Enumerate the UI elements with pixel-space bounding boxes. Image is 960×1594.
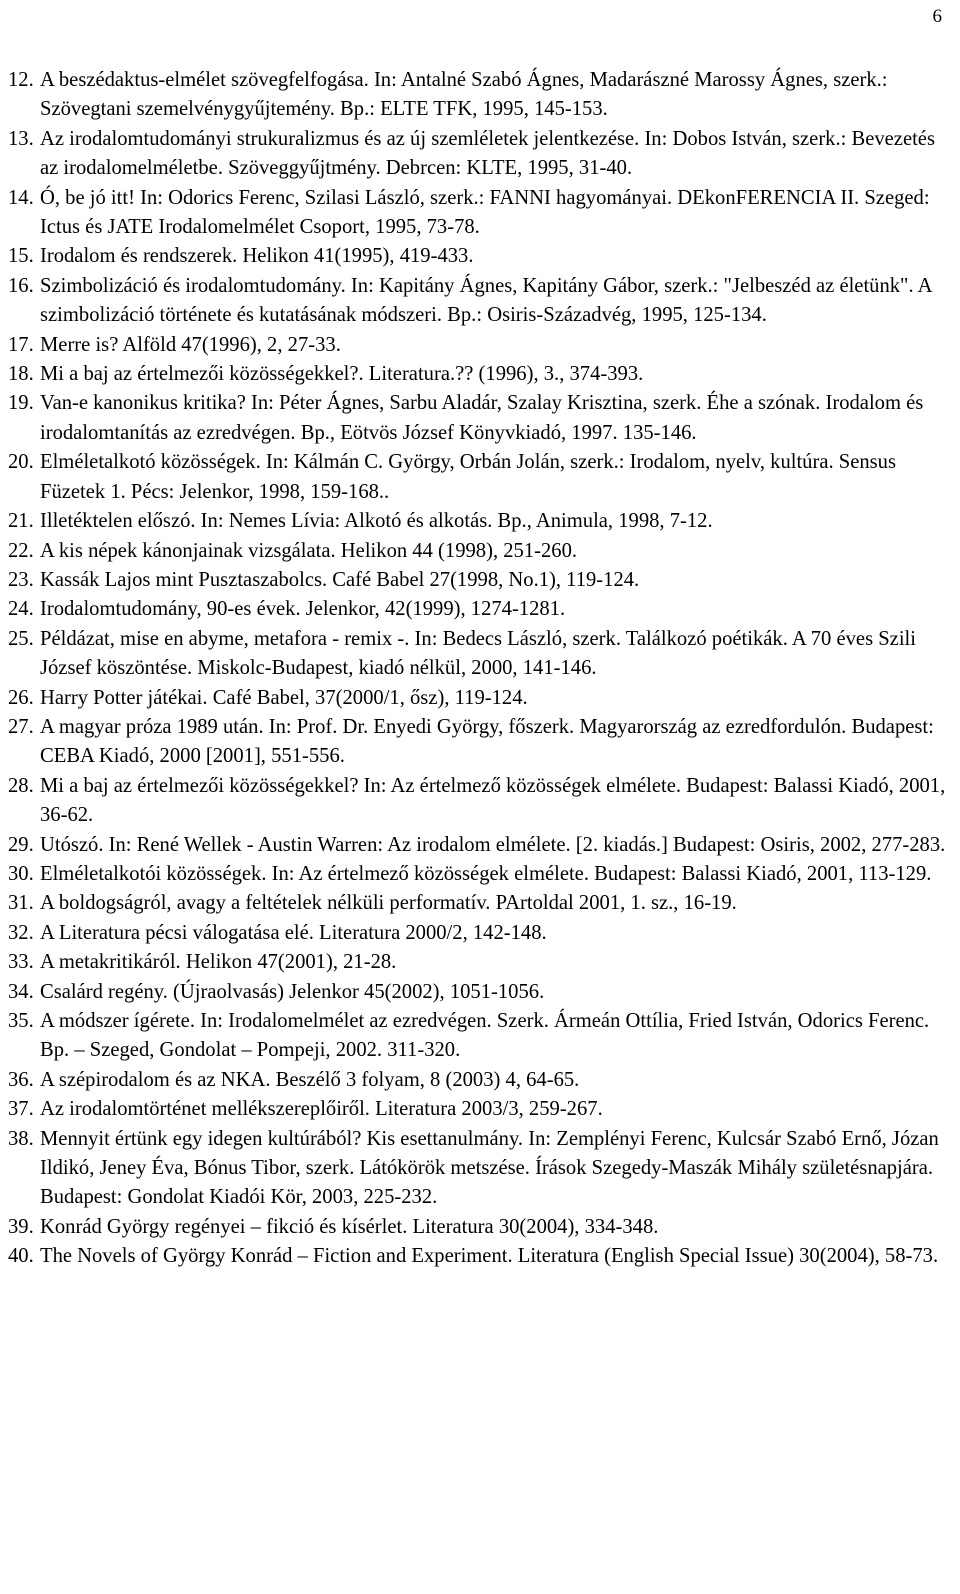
bibliography-entry: [8, 125, 953, 184]
entry-text: Az irodalomtudományi strukuralizmus és az új szemléletek jelentkezése. In: Dobos István, szerk.: Bevezetés az irodalomelméletbe. Szöveggyűjtmény. Debrcen: KLTE, 1995, 31-40.: [40, 127, 935, 180]
bibliography-entry: [8, 1007, 953, 1066]
entry-text: Konrád György regényei – fikció és kísérlet. Literatura 30(2004), 334-348.: [40, 1215, 659, 1238]
bibliography-entry: [8, 566, 953, 595]
entry-number: 29.: [8, 833, 34, 856]
entry-number: 26.: [8, 686, 34, 709]
entry-text: Utószó. In: René Wellek - Austin Warren: Az irodalom elmélete. [2. kiadás.] Budapest: Osiris, 2002, 277-283.: [40, 833, 946, 856]
entry-text: A boldogságról, avagy a feltételek nélküli performatív. PArtoldal 2001, 1. sz., 16-19.: [40, 892, 737, 915]
bibliography-entry: [8, 66, 953, 125]
entry-text: Van-e kanonikus kritika? In: Péter Ágnes, Sarbu Aladár, Szalay Krisztina, szerk. Éhe a szónak. Irodalom és irodalomtanítás az ezredvégen. Bp., Eötvös József Könyvkiadó, 1997. 135-146.: [40, 392, 924, 444]
entry-text: A szépirodalom és az NKA. Beszélő 3 folyam, 8 (2003) 4, 64-65.: [40, 1068, 580, 1091]
bibliography-entry: [8, 389, 953, 448]
entry-number: 16.: [8, 274, 34, 297]
bibliography-entry: [8, 595, 953, 624]
entry-number: 18.: [8, 363, 34, 386]
bibliography-entry: [8, 1213, 953, 1242]
entry-text: Elméletalkotói közösségek. In: Az értelmező közösségek elmélete. Budapest: Balassi Kiadó, 2001, 113-129.: [40, 862, 932, 885]
bibliography-entry: [8, 184, 953, 243]
entry-number: 24.: [8, 598, 34, 621]
bibliography-entry: [8, 507, 953, 536]
entry-text: Illetéktelen előszó. In: Nemes Lívia: Alkotó és alkotás. Bp., Animula, 1998, 7-12.: [40, 510, 713, 533]
entry-text: Elméletalkotó közösségek. In: Kálmán C. György, Orbán Jolán, szerk.: Irodalom, nyelv, kultúra. Sensus Füzetek 1. Pécs: Jelenkor, 1998, 159-168..: [40, 451, 896, 503]
page-number: 6: [932, 6, 942, 27]
entry-number: 14.: [8, 186, 34, 209]
entry-number: 21.: [8, 510, 34, 533]
entry-number: 37.: [8, 1098, 34, 1121]
entry-number: 31.: [8, 892, 34, 915]
entry-text: A kis népek kánonjainak vizsgálata. Helikon 44 (1998), 251-260.: [40, 539, 578, 562]
entry-number: 19.: [8, 392, 34, 415]
bibliography-entry: [8, 1066, 953, 1095]
entry-text: Irodalomtudomány, 90-es évek. Jelenkor, 42(1999), 1274-1281.: [40, 598, 566, 621]
entry-number: 12.: [8, 69, 34, 91]
entry-text: Merre is? Alföld 47(1996), 2, 27-33.: [40, 333, 341, 356]
entry-number: 17.: [8, 333, 34, 356]
entry-number: 34.: [8, 980, 34, 1003]
entry-text: The Novels of György Konrád – Fiction and Experiment. Literatura (English Special Issue) 30(2004), 58-73.: [40, 1245, 939, 1268]
entry-text: A magyar próza 1989 után. In: Prof. Dr. Enyedi György, főszerk. Magyarország az ezredfordulón. Budapest: CEBA Kiadó, 2000 [2001], 551-556.: [40, 715, 934, 768]
entry-number: 25.: [8, 627, 34, 650]
bibliography-entry: [8, 360, 953, 389]
entry-text: A Literatura pécsi válogatása elé. Literatura 2000/2, 142-148.: [40, 921, 547, 944]
bibliography-entry: [8, 684, 953, 713]
entry-number: 13.: [8, 127, 34, 150]
entry-number: 27.: [8, 715, 34, 738]
entry-text: Az irodalomtörténet mellékszereplőiről. Literatura 2003/3, 259-267.: [40, 1098, 603, 1121]
bibliography-entry: [8, 331, 953, 360]
bibliography-entry: [8, 1095, 953, 1124]
bibliography-entry: [8, 272, 953, 331]
entry-number: 20.: [8, 451, 34, 474]
entry-text: Kassák Lajos mint Pusztaszabolcs. Café Babel 27(1998, No.1), 119-124.: [40, 568, 640, 591]
entry-text: Mennyit értünk egy idegen kultúrából? Kis esettanulmány. In: Zemplényi Ferenc, Kulcsár Szabó Ernő, Józan Ildikó, Jeney Éva, Bónus Tibor, szerk. Látókörök metszése. Írások Szegedy-Maszák Mihály születésnapjára. Budapest: Gondolat Kiadói Kör, 2003, 225-232.: [40, 1127, 939, 1209]
entry-number: 36.: [8, 1068, 34, 1091]
entry-text: A módszer ígérete. In: Irodalomelmélet az ezredvégen. Szerk. Ármeán Ottília, Fried István, Odorics Ferenc. Bp. – Szeged, Gondolat – Pompeji, 2002. 311-320.: [40, 1010, 930, 1062]
bibliography-entry: [8, 713, 953, 772]
entry-text: Példázat, mise en abyme, metafora - remix -. In: Bedecs László, szerk. Találkozó poétikák. A 70 éves Szili József köszöntése. Miskolc-Budapest, kiadó nélkül, 2000, 141-146.: [40, 627, 916, 680]
entry-number: 35.: [8, 1010, 34, 1032]
entry-text: Szimbolizáció és irodalomtudomány. In: Kapitány Ágnes, Kapitány Gábor, szerk.: "Jelbeszéd az életünk". A szimbolizáció története és kutatásának módszeri. Bp.: Osiris-Századvég, 1995, 125-134.: [40, 274, 932, 327]
entry-text: Ó, be jó itt! In: Odorics Ferenc, Szilasi László, szerk.: FANNI hagyományai. DEkonFERENCIA II. Szeged: Ictus és JATE Irodalomelmélet Csoport, 1995, 73-78.: [40, 186, 930, 239]
entry-text: A metakritikáról. Helikon 47(2001), 21-28.: [40, 951, 397, 974]
bibliography-entry: [8, 625, 953, 684]
bibliography-entry: [8, 1242, 953, 1271]
entry-number: 23.: [8, 568, 34, 591]
entry-number: 28.: [8, 774, 34, 797]
entry-text: A beszédaktus-elmélet szövegfelfogása. In: Antalné Szabó Ágnes, Madarászné Marossy Ágnes, szerk.: Szövegtani szemelvénygyűjtemény. Bp.: ELTE TFK, 1995, 145-153.: [40, 69, 888, 121]
bibliography-entry: [8, 948, 953, 977]
entry-text: Mi a baj az értelmezői közösségekkel? In: Az értelmező közösségek elmélete. Budapest: Balassi Kiadó, 2001, 36-62.: [40, 774, 946, 827]
bibliography-entry: [8, 537, 953, 566]
bibliography-entry: [8, 448, 953, 507]
bibliography-entry: [8, 978, 953, 1007]
entry-number: 22.: [8, 539, 34, 562]
bibliography-entry: [8, 919, 953, 948]
entry-number: 15.: [8, 245, 34, 268]
entry-text: Mi a baj az értelmezői közösségekkel?. Literatura.?? (1996), 3., 374-393.: [40, 363, 644, 386]
entry-number: 32.: [8, 921, 34, 944]
bibliography-entry: [8, 1125, 953, 1213]
bibliography-entry: [8, 860, 953, 889]
entry-text: Csalárd regény. (Újraolvasás) Jelenkor 45(2002), 1051-1056.: [40, 980, 545, 1003]
bibliography-list: [8, 66, 953, 1272]
bibliography-entry: [8, 242, 953, 271]
entry-number: 30.: [8, 862, 34, 885]
entry-number: 33.: [8, 951, 34, 974]
bibliography-entry: [8, 772, 953, 831]
bibliography-entry: [8, 889, 953, 918]
entry-text: Irodalom és rendszerek. Helikon 41(1995), 419-433.: [40, 245, 474, 268]
entry-text: Harry Potter játékai. Café Babel, 37(2000/1, ősz), 119-124.: [40, 686, 528, 709]
entry-number: 40.: [8, 1245, 34, 1268]
bibliography-entry: [8, 831, 953, 860]
entry-number: 39.: [8, 1215, 34, 1238]
entry-number: 38.: [8, 1127, 34, 1150]
